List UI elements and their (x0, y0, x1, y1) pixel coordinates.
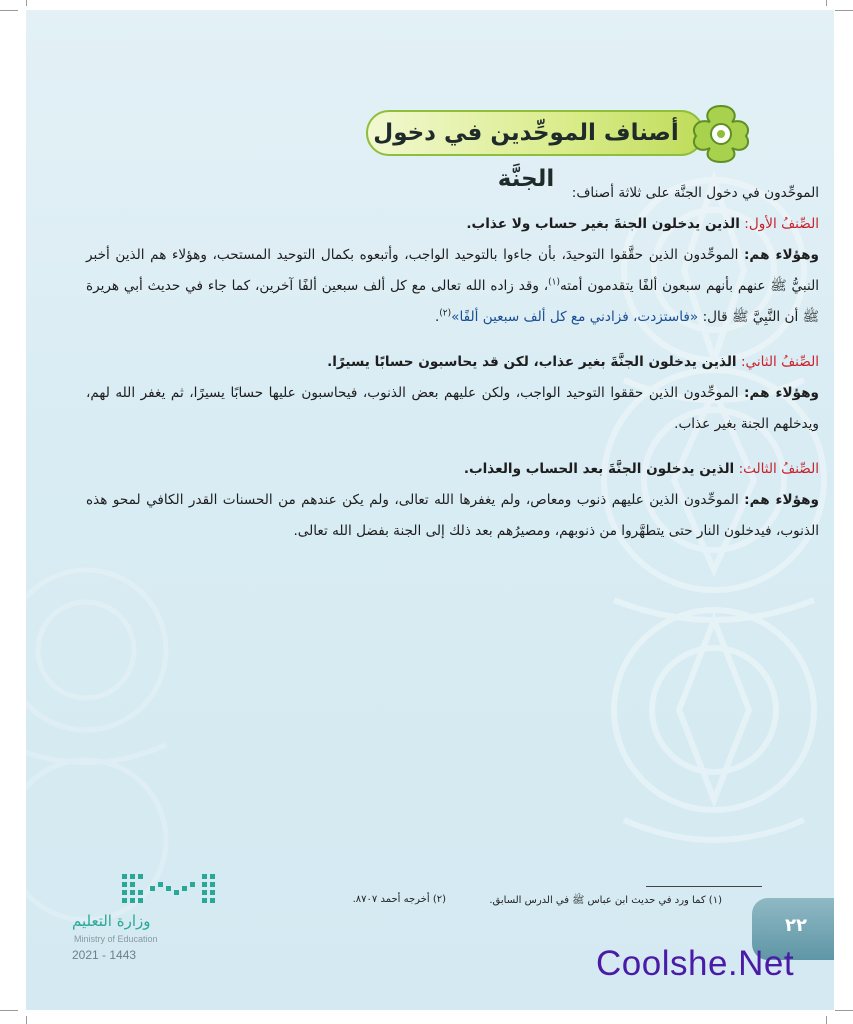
page-title: أصناف الموحِّدين في دخول الجنَّة (373, 120, 679, 192)
footnote-ref-2: (٢) (439, 308, 452, 319)
footnote-ref-1: (١) (548, 277, 561, 288)
ministry-logo (70, 872, 220, 972)
category-3-label: الصِّنفُ الثالث: (738, 461, 819, 477)
category-3-heading-text: الذين يدخلون الجنَّةَ بعد الحساب والعذاب. (463, 461, 735, 477)
category-3-desc: الموحِّدون الذين عليهم ذنوب ومعاص، ولم يغفرها الله تعالى، ولم يكن عندهم من الحسنات القدر الكافي لمحو هذه الذنوب، فيدخلون النار حتى يتطهَّروا من ذنوبهم، ومصيرُهم بعد ذلك إلى الجنة بفضل الله تعالى. (86, 492, 819, 539)
crop-mark (26, 1016, 27, 1024)
category-2-heading (86, 347, 819, 378)
category-1-heading-text: الذين يدخلون الجنةَ بغير حساب ولا عذاب. (466, 216, 740, 232)
category-2-label: الصِّنفُ الثاني: (740, 354, 819, 370)
crop-mark (26, 0, 27, 6)
crop-mark (835, 10, 853, 11)
category-2-desc-label: وهؤلاء هم: (744, 385, 819, 401)
category-3-heading (86, 454, 819, 485)
footnote-divider (646, 886, 762, 887)
floral-emblem-icon (688, 102, 754, 164)
crop-mark (0, 1010, 18, 1011)
ministry-year: 2021 - 1443 (72, 948, 137, 962)
intro-paragraph: الموحِّدون في دخول الجنَّة على ثلاثة أصناف: (571, 185, 819, 201)
section-title-banner (336, 102, 754, 192)
category-1-desc-part2: ، وقد زاده الله تعالى مع كل ألف سبعين ألفًا آخرين، كما جاء في حديث أبي هريرة ﷺ أن النَّبِيَّ ﷺ قال: (86, 278, 819, 325)
ministry-name-ar: وزارة التعليم (72, 912, 151, 930)
category-3-description (86, 485, 819, 547)
category-2-description (86, 378, 819, 440)
category-1-desc-label: وهؤلاء هم: (744, 247, 820, 263)
hadith-quote: «فاستزدت، فزادني مع كل ألف سبعين ألفًا» (451, 309, 699, 325)
category-2-desc: الموحِّدون الذين حققوا التوحيد الواجب، ولكن عليهم بعض الذنوب، فيحاسبون عليها حسابًا يسيرًا، ثم يغفر الله لهم، ويدخلهم الجنة بغير عذاب. (86, 385, 819, 432)
footnote-1: (١) كما ورد في حديث ابن عباس ﷺ في الدرس السابق. (489, 895, 722, 906)
site-watermark: Coolshe.Net (596, 944, 795, 983)
category-3-desc-label: وهؤلاء هم: (744, 492, 819, 508)
crop-mark (0, 10, 18, 11)
crop-mark (835, 1010, 853, 1011)
crop-mark (826, 1016, 827, 1024)
category-1-desc-part1: الموحِّدون الذين حقَّقوا التوحيدَ، بأن جاءوا بالتوحيد الواجب، وأتبعوه بكمال التوحيد المستحب، وهؤلاء هم الذين أخبر النبيُّ ﷺ عنهم بأنهم سبعون ألفًا يتقدمون أمته (86, 247, 820, 294)
footnote-2: (٢) أخرجه أحمد ٨٧٠٧. (352, 894, 446, 905)
ministry-name-en: Ministry of Education (74, 934, 158, 944)
category-1-heading (86, 209, 819, 240)
category-2-heading-text: الذين يدخلون الجنَّةَ بغير عذاب، لكن قد يحاسبون حسابًا يسيرًا. (327, 354, 737, 370)
crop-mark (826, 0, 827, 6)
page-number: ٢٢ (785, 915, 807, 936)
ministry-dots-icon (120, 872, 220, 910)
lesson-content (86, 178, 819, 547)
textbook-page (26, 10, 834, 1010)
category-1-end: . (434, 309, 440, 325)
category-1-description (86, 240, 819, 333)
category-1-label: الصِّنفُ الأول: (744, 216, 819, 232)
